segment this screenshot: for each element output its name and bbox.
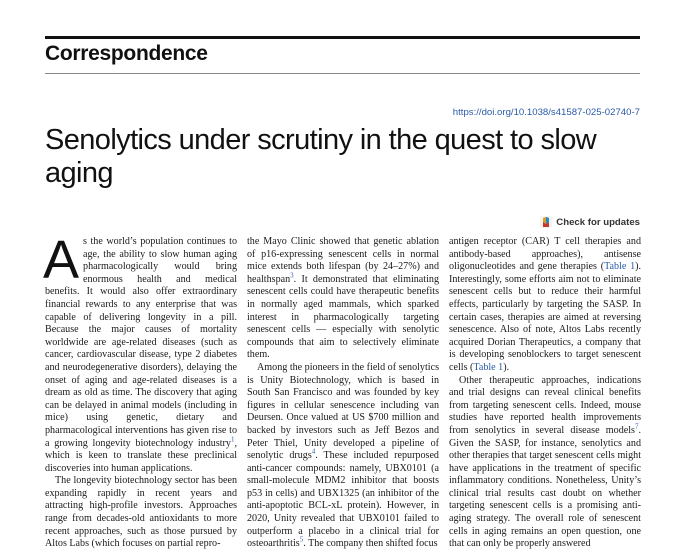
body-column-2 xyxy=(247,236,439,551)
body-column-1 xyxy=(43,230,237,551)
doi-link[interactable]: https://doi.org/10.1038/s41587-025-02740-7 xyxy=(452,107,640,118)
reference-link[interactable]: 1 xyxy=(230,435,235,444)
header-divider xyxy=(45,73,640,74)
body-column-3 xyxy=(449,236,641,551)
reference-link[interactable]: 4 xyxy=(311,447,316,456)
reference-link[interactable]: 5 xyxy=(299,535,304,544)
header-rule xyxy=(45,36,640,39)
paragraph: Other therapeutic approaches, indications and trial designs can reveal clinical benefits from targeting senescent cells. Indeed, mouse studies have reported health improvements from senolytics in several disease models$^7$. Given the SASP, for instance, senolytics and other therapies that target senescent cells might have applications in the treatment of specific inflammatory conditions. Nonetheless, Unity’s clinical trial results cast doubt on whether targeting senescent cells is a promising anti-aging strategy. The overall role of senescent cells in aging remains an open question, one that can only be properly answered xyxy=(449,374,641,550)
drop-cap: A xyxy=(43,230,80,290)
table-link[interactable]: Table 1 xyxy=(473,361,504,373)
check-for-updates-label: Check for updates xyxy=(556,216,640,228)
table-link[interactable]: Table 1 xyxy=(604,261,636,273)
paragraph: the Mayo Clinic showed that genetic ablation of p16-expressing senescent cells in normal mice extends both lifespan (by 24–27%) and healthspan$^3$. It demonstrated that eliminating senescent cells could have therapeutic benefits in normally aged mammals, which sparked interest in pharmacologically targeting senescent cells — especially with senolytic compounds that aim to selectively eliminate them. xyxy=(247,236,439,361)
article-title: Senolytics under scrutiny in the quest to slow aging xyxy=(45,124,597,189)
reference-link[interactable]: 3 xyxy=(290,271,294,280)
check-for-updates-button[interactable] xyxy=(540,216,640,228)
reference-link[interactable]: 7 xyxy=(634,422,639,431)
crossmark-icon xyxy=(540,216,552,228)
paragraph: Among the pioneers in the field of senolytics is Unity Biotechnology, which is based in South San Francisco and was founded by key figures in cellular senescence including van Deursen. Once valued at US $700 million and backed by investors such as Jeff Bezos and Peter Thiel, Unity developed a pipeline of senolytic drugs$^4$. These included repurposed anti-cancer compounds: namely, UBX0101 (a small-molecule MDM2 inhibitor that boosts p53 in cells) and UBX1325 (an inhibitor of the anti-apoptotic BCL-xL protein). However, in 2020, Unity revealed that UBX0101 failed to outperform a placebo in a clinical trial for osteoarthritis$^5$. The company then shifted focus xyxy=(247,361,439,550)
section-label: Correspondence xyxy=(45,42,208,65)
paragraph: As the world’s population continues to age, the ability to slow human aging pharmacologically would bring enormous health and medical benefits. It would also offer extraordinary financial rewards to any enterprise that was capable of delivering longevity in a pill. Because the major causes of mortality worldwide are age-related diseases (such as cancer, cardiovascular disease, type 2 diabetes and neurodegenerative disorders), delaying the onset of aging and age-related diseases is a dream as old as time. The discovery that aging can be delayed in animal models (including in mice) using genetic, dietary and pharmacological interventions has given rise to a growing longevity biotechnology industry$^1$, which is keen to translate these preclinical discoveries into human applications. xyxy=(43,230,237,474)
paragraph: The longevity biotechnology sector has been expanding rapidly in recent years and attracting high-profile investors. Approaches range from decades-old antioxidants to more recent approaches, such as those pursued by Altos Labs (which focuses on partial repro- xyxy=(45,475,237,550)
paragraph: antigen receptor (CAR) T cell therapies and antibody-based approaches), antisense oligonucleotides and gene therapies (Table 1). Interestingly, some efforts aim not to eliminate senescent cells but to reduce their harmful effects, particularly by targeting the SASP. In certain cases, therapies are aimed at reversing senescence. Also of note, Altos Labs recently acquired Dorian Therapeutics, a company that is developing senoblockers to target senescent cells (Table 1). xyxy=(449,236,642,373)
